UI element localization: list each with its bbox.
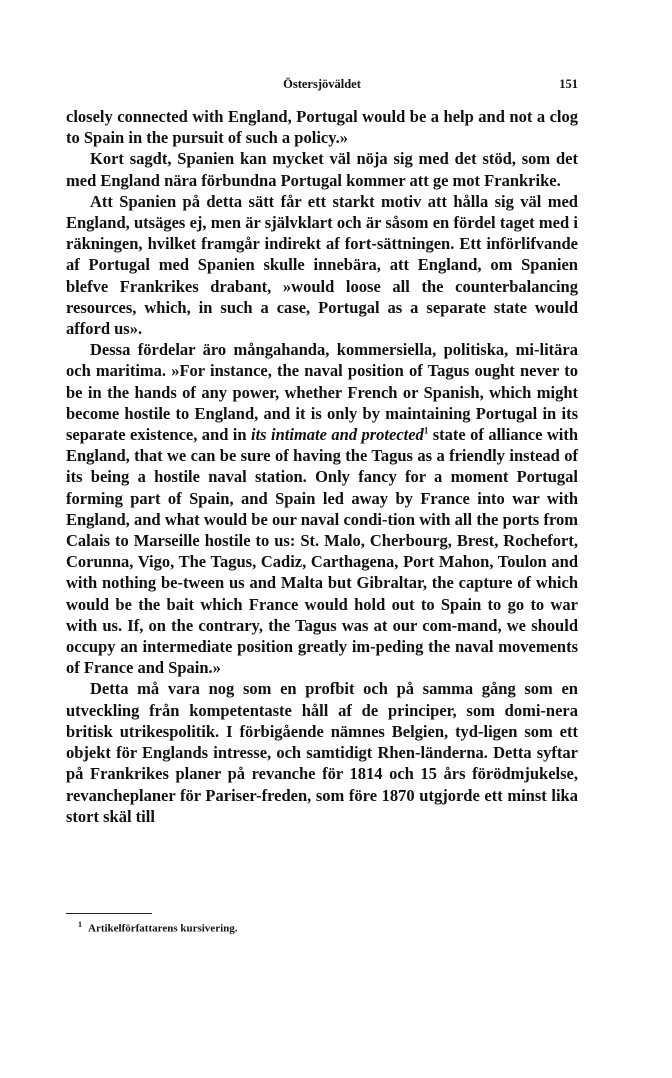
paragraph-3: Att Spanien på detta sätt får ett starkt motiv att hålla sig väl med England, utsäges ej, men är självklart och är såsom en fördel taget med i räkningen, hvilket framgår indirekt af fort-sättningen. Ett införlifvande af Portugal med Spanien skulle innebära, att England, om Spanien blefve Frankrikes drabant, »would loose all the counterbalancing resources, which, in such a case, Portugal as a separate state would afford us». bbox=[66, 191, 578, 339]
paragraph-4-part-b: state of alliance with England, that we can be sure of having the Tagus as a friendly instead of its being a hostile naval station. Only fancy for a moment Portugal forming part of Spain, and Spain led away by France into war with England, and what would be our naval condi-tion with all the ports from Calais to Marseille hostile to us: St. Malo, Cherbourg, Brest, Rochefort, Corunna, Vigo, The Tagus, Cadiz, Carthagena, Port Mahon, Toulon and with nothing be-tween us and Malta but Gibraltar, the capture of which would be the bait which France would hold out to Spain to go to war with us. If, on the contrary, the Tagus was at our com-mand, we should occupy an intermediate position greatly im-peding the naval movements of France and Spain.» bbox=[66, 425, 579, 678]
paragraph-5: Detta må vara nog som en profbit och på samma gång som en utveckling från kompetentaste håll af de principer, som domi-nera britisk utrikespolitik. I förbigående nämnes Belgien, tyd-ligen som ett objekt för Englands intresse, och samtidigt Rhen-länderna. Detta syftar på Frankrikes planer på revanche för 1814 och 15 års förödmjukelse, revancheplaner för Pariser-freden, som före 1870 utgjorde ett minst lika stort skäl till bbox=[66, 679, 578, 826]
running-header bbox=[66, 74, 578, 94]
paragraph-1: closely connected with England, Portugal would be a help and not a clog to Spain in the pursuit of such a policy.» bbox=[66, 107, 578, 148]
paragraph-4-part-a: Dessa fördelar äro mångahanda, kommersiella, politiska, mi-litära och maritima. »For instance, the naval position of Tagus ought never to be in the hands of any power, whether French or Spanish, which might become hostile to England, and it is only by maintaining Portugal in its separate existence, and in bbox=[66, 340, 578, 445]
footnote-reference: 1 bbox=[423, 425, 429, 436]
footnote-marker: 1 bbox=[78, 920, 82, 929]
paragraph-2: Kort sagdt, Spanien kan mycket väl nöja sig med det stöd, som det med England nära förbundna Portugal kommer att ge mot Frankrike. bbox=[66, 149, 578, 190]
page-number: 151 bbox=[559, 77, 578, 91]
footnote bbox=[78, 920, 558, 935]
footnote-text: Artikelförfattarens kursivering. bbox=[88, 922, 238, 935]
italic-phrase: its intimate and protected bbox=[251, 425, 424, 445]
paragraph-4 bbox=[66, 339, 578, 678]
header-title: Östersjöväldet bbox=[283, 77, 361, 91]
body-text bbox=[66, 106, 578, 827]
footnote-divider bbox=[66, 913, 152, 914]
